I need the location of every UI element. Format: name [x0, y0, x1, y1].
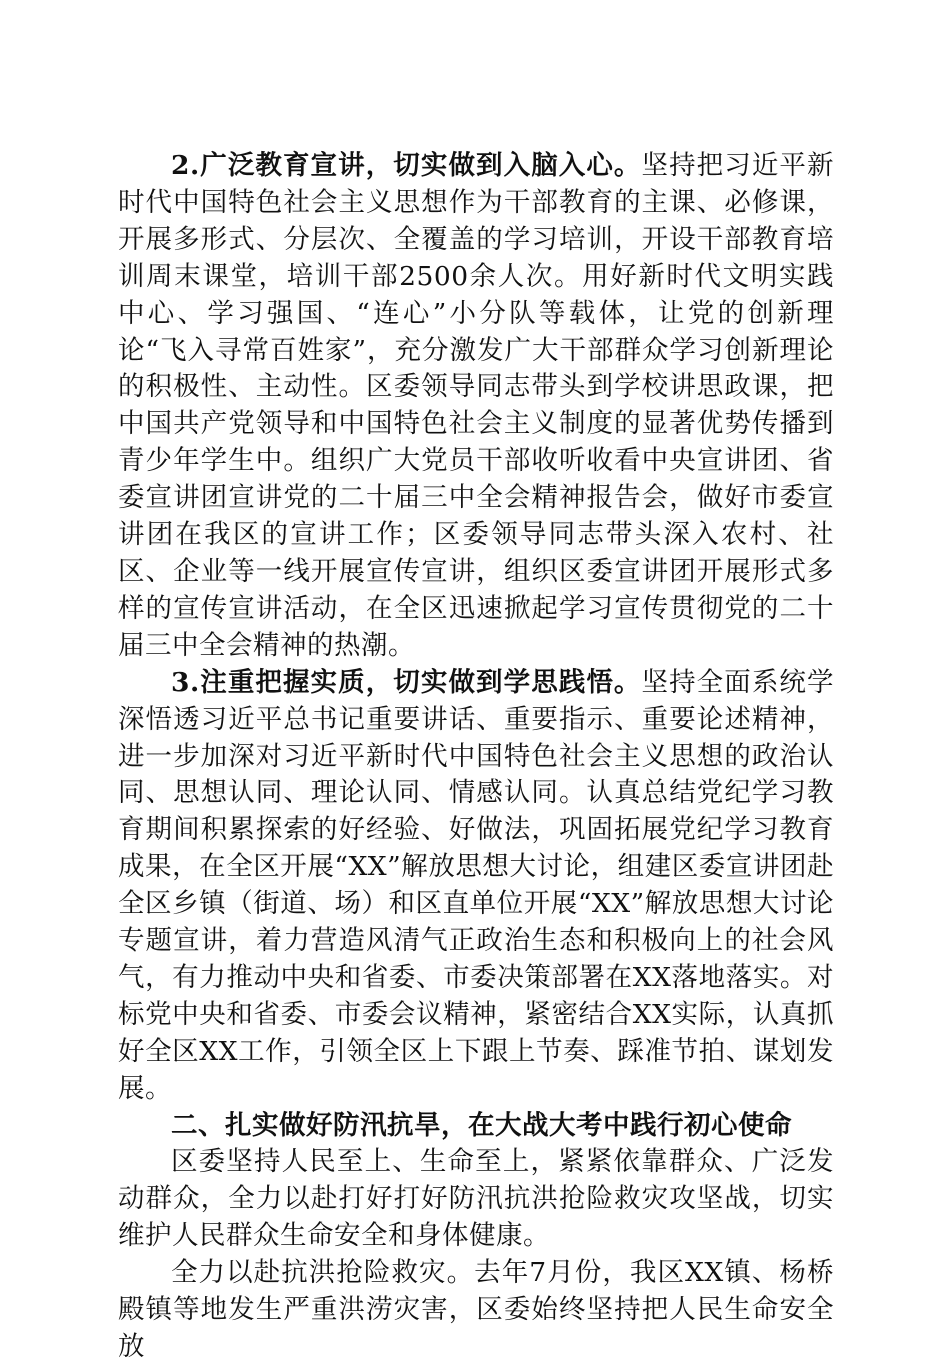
section-intro: 区委坚持人民至上、生命至上，紧紧依靠群众、广泛发动群众，全力以赴打好打好防汛抗洪抢险救灾攻坚战，切实维护人民群众生命安全和身体健康。 — [118, 1146, 834, 1252]
paragraph-2-body: 坚持把习近平新时代中国特色社会主义思想作为干部教育的主课、必修课，开展多形式、分层次、全覆盖的学习培训，开设干部教育培训周末课堂，培训干部2500余人次。用好新时代文明实践中心、学习强国、“连心”小分队等载体，让党的创新理论“飞入寻常百姓家”，充分激发广大干部群众学习创新理论的积极性、主动性。区委领导同志带头到学校讲思政课，把中国共产党领导和中国特色社会主义制度的显著优势传播到青少年学生中。组织广大党员干部收听收看中央宣讲团、省委宣讲团宣讲党的二十届三中全会精神报告会，做好市委宣讲团在我区的宣讲工作；区委领导同志带头深入农村、社区、企业等一线开展宣传宣讲，组织区委宣讲团开展形式多样的宣传宣讲活动，在全区迅速掀起学习宣传贯彻党的二十届三中全会精神的热潮。 — [118, 150, 834, 661]
paragraph-3-lead: 3.注重把握实质，切实做到学思践悟。 — [171, 666, 642, 698]
paragraph-3 — [118, 665, 834, 1108]
document-page — [118, 148, 834, 1366]
paragraph-3-body: 坚持全面系统学深悟透习近平总书记重要讲话、重要指示、重要论述精神，进一步加深对习近平新时代中国特色社会主义思想的政治认同、思想认同、理论认同、情感认同。认真总结党纪学习教育期间积累探索的好经验、好做法，巩固拓展党纪学习教育成果，在全区开展“XX”解放思想大讨论，组建区委宣讲团赴全区乡镇（街道、场）和区直单位开展“XX”解放思想大讨论专题宣讲，着力营造风清气正政治生态和积极向上的社会风气，有力推动中央和省委、市委决策部署在XX落地落实。对标党中央和省委、市委会议精神，紧密结合XX实际，认真抓好全区XX工作，引领全区上下跟上节奏、踩准节拍、谋划发展。 — [118, 666, 834, 1104]
paragraph-2-lead: 2.广泛教育宣讲，切实做到入脑入心。 — [171, 150, 642, 181]
section-heading: 二、扎实做好防汛抗旱，在大战大考中践行初心使命 — [171, 1109, 792, 1141]
last-paragraph: 全力以赴抗洪抢险救灾。去年7月份，我区XX镇、杨桥殿镇等地发生严重洪涝灾害，区委始终坚持把人民生命安全放 — [118, 1257, 834, 1362]
paragraph-2 — [118, 148, 834, 665]
